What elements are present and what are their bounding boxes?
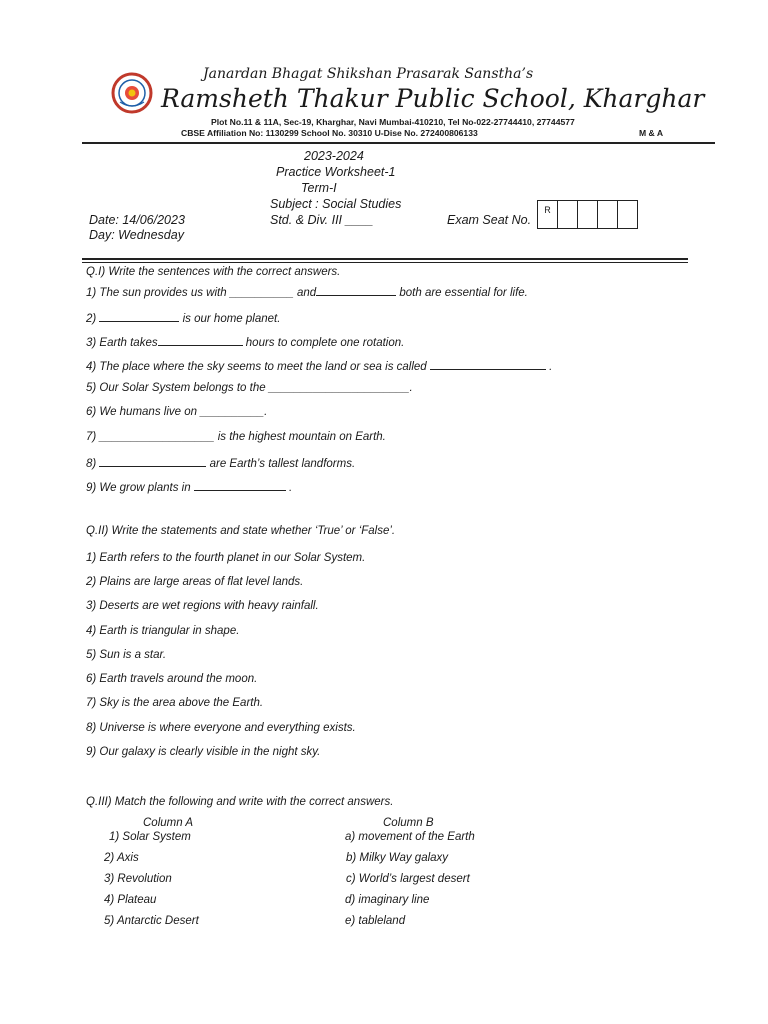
q1-item-7: 7) __________________ is the highest mountain on Earth. <box>86 431 386 443</box>
q2-item: 9) Our galaxy is clearly visible in the night sky. <box>86 746 321 758</box>
sanstha-name: Janardan Bhagat Shikshan Prasarak Sanstha’s <box>203 66 534 82</box>
subject-label: Subject : Social Studies <box>270 197 402 211</box>
q1-item-2 <box>86 310 280 325</box>
column-b-item: d) imaginary line <box>345 894 430 906</box>
q2-title: Q.II) Write the statements and state whether ‘True’ or ‘False’. <box>86 525 396 537</box>
q2-item: 8) Universe is where everyone and everything exists. <box>86 722 356 734</box>
column-a-header: Column A <box>143 817 194 829</box>
academic-year: 2023-2024 <box>304 149 364 163</box>
column-a-item: 4) Plateau <box>104 894 157 906</box>
q1-item-text: is our home planet. <box>179 313 281 325</box>
answer-blank[interactable] <box>430 358 546 370</box>
q2-item: 3) Deserts are wet regions with heavy rainfall. <box>86 600 319 612</box>
q2-item: 7) Sky is the area above the Earth. <box>86 697 264 709</box>
initials: M & A <box>639 128 664 138</box>
answer-blank[interactable] <box>99 455 206 467</box>
q1-item-text: both are essential for life. <box>396 287 528 299</box>
q1-item-text: hours to complete one rotation. <box>242 337 405 349</box>
q1-item-text: 2) <box>86 313 100 325</box>
q2-item: 5) Sun is a star. <box>86 649 167 661</box>
seat-box[interactable] <box>577 200 598 229</box>
q1-item-9 <box>86 479 292 494</box>
q1-item-text: . <box>285 482 293 494</box>
column-b-header: Column B <box>383 817 434 829</box>
answer-blank[interactable] <box>194 479 286 491</box>
seat-box[interactable]: R <box>537 200 558 229</box>
term-label: Term-I <box>301 181 337 195</box>
q1-item-text: 4) The place where the sky seems to meet the land or sea is called <box>86 361 430 373</box>
q1-item-text: 9) We grow plants in <box>86 482 194 494</box>
exam-seat-boxes[interactable] <box>538 200 638 229</box>
q2-item: 4) Earth is triangular in shape. <box>86 625 240 637</box>
info-divider-thin <box>82 262 688 263</box>
q1-item-3 <box>86 334 404 349</box>
q1-item-6: 6) We humans live on __________. <box>86 406 268 418</box>
q1-title: Q.I) Write the sentences with the correct answers. <box>86 266 341 278</box>
school-logo <box>111 72 153 114</box>
column-a-item: 2) Axis <box>104 852 139 864</box>
exam-seat-label: Exam Seat No. <box>447 213 532 227</box>
affiliation-line: CBSE Affiliation No: 1130299 School No. 30310 U-Dise No. 272400806133 <box>181 128 478 138</box>
column-b-item: c) World’s largest desert <box>346 873 470 885</box>
column-b-item: b) Milky Way galaxy <box>346 852 449 864</box>
school-address: Plot No.11 & 11A, Sec-19, Kharghar, Navi Mumbai-410210, Tel No-022-27744410, 27744577 <box>211 117 575 127</box>
q1-item-text: 1) The sun provides us with __________ and <box>86 287 317 299</box>
q1-item-5: 5) Our Solar System belongs to the ______________________. <box>86 382 413 394</box>
q2-item: 6) Earth travels around the moon. <box>86 673 258 685</box>
q2-item: 1) Earth refers to the fourth planet in our Solar System. <box>86 552 366 564</box>
column-b-item: e) tableland <box>345 915 406 927</box>
school-name: Ramsheth Thakur Public School, Kharghar <box>161 84 705 113</box>
seat-box[interactable] <box>617 200 638 229</box>
std-div-label: Std. & Div. III ____ <box>270 213 374 227</box>
seat-box[interactable] <box>597 200 618 229</box>
q1-item-4 <box>86 358 552 373</box>
day-label: Day: Wednesday <box>89 228 184 242</box>
answer-blank[interactable] <box>99 310 179 322</box>
date-label: Date: 14/06/2023 <box>89 213 185 227</box>
q3-title: Q.III) Match the following and write with the correct answers. <box>86 796 394 808</box>
column-a-item: 5) Antarctic Desert <box>104 915 199 927</box>
q1-item-text: 3) Earth takes <box>86 337 158 349</box>
q1-item-text: are Earth’s tallest landforms. <box>206 458 356 470</box>
answer-blank[interactable] <box>316 284 396 296</box>
column-b-item: a) movement of the Earth <box>345 831 475 843</box>
info-divider <box>82 258 688 260</box>
q1-item-1 <box>86 284 528 299</box>
seat-box[interactable] <box>557 200 578 229</box>
column-a-item: 1) Solar System <box>109 831 191 843</box>
header-divider <box>82 142 715 144</box>
q2-item: 2) Plains are large areas of flat level lands. <box>86 576 304 588</box>
q1-item-text: 8) <box>86 458 100 470</box>
column-a-item: 3) Revolution <box>104 873 172 885</box>
answer-blank[interactable] <box>158 334 243 346</box>
worksheet-title: Practice Worksheet-1 <box>276 165 396 179</box>
q1-item-text: . <box>545 361 553 373</box>
q1-item-8 <box>86 455 355 470</box>
